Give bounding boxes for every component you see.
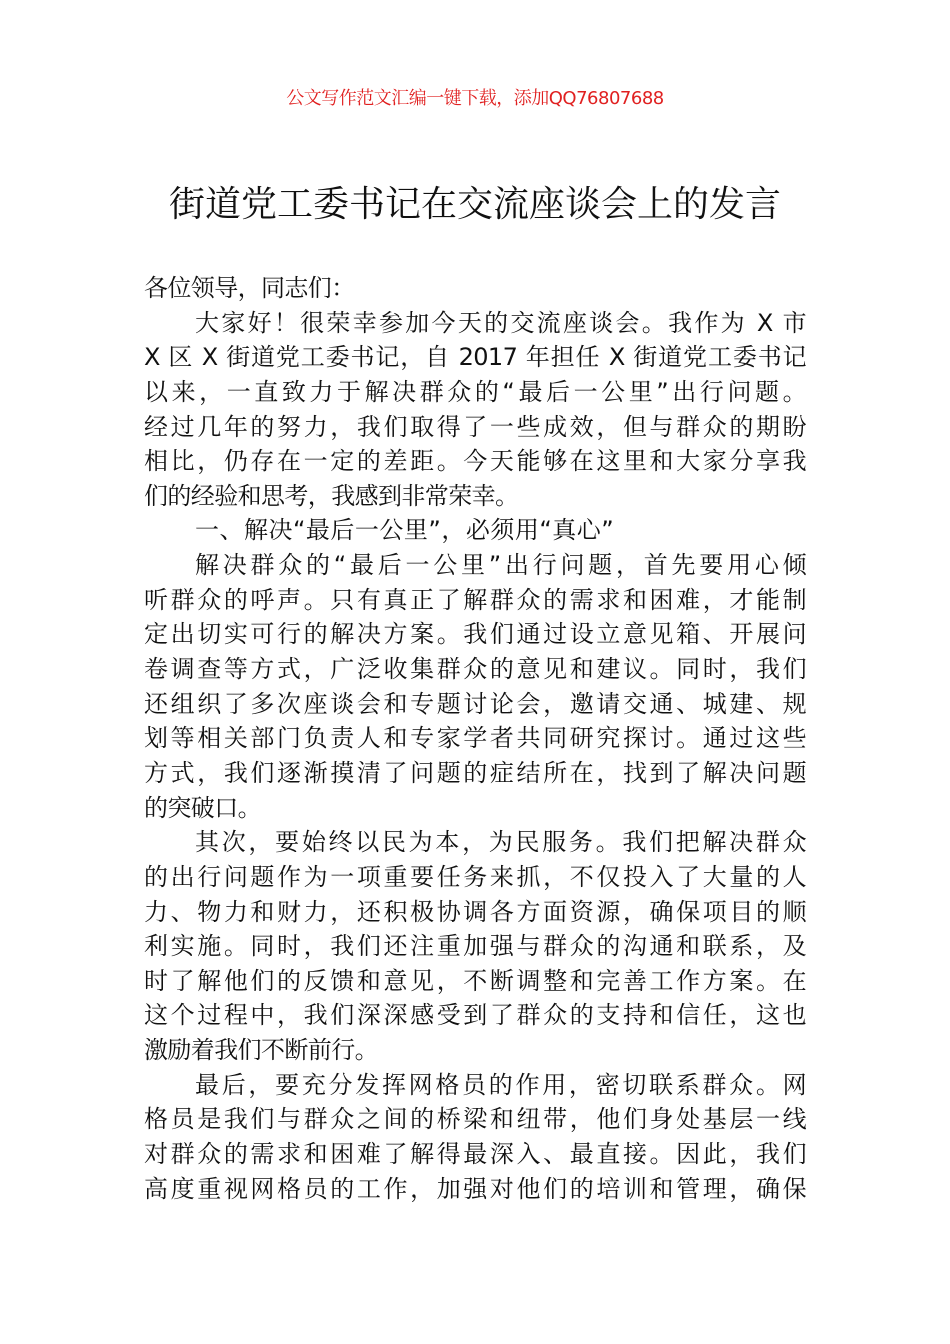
text-line: 力、物力和财力，还积极协调各方面资源，确保项目的顺	[144, 897, 806, 926]
text-line: 以来，一直致力于解决群众的“最后一公里”出行问题。	[144, 377, 806, 406]
text-line: 听群众的呼声。只有真正了解群众的需求和困难，才能制	[144, 585, 806, 614]
text-line: 对群众的需求和困难了解得最深入、最直接。因此，我们	[144, 1140, 806, 1169]
text-line: 相比，仍存在一定的差距。今天能够在这里和大家分享我	[144, 447, 806, 476]
text-line: 格员是我们与群众之间的桥梁和纽带，他们身处基层一线	[144, 1105, 806, 1134]
text-line: 还组织了多次座谈会和专题讨论会，邀请交通、城建、规	[144, 689, 806, 718]
text-line: 卷调查等方式，广泛收集群众的意见和建议。同时，我们	[144, 655, 806, 684]
download-banner: 公文写作范文汇编一键下载，添加QQ76807688	[286, 88, 664, 109]
text-line: 高度重视网格员的工作，加强对他们的培训和管理，确保	[144, 1174, 806, 1203]
text-line: 定出切实可行的解决方案。我们通过设立意见箱、开展问	[144, 620, 806, 649]
text-line: 的出行问题作为一项重要任务来抓，不仅投入了大量的人	[144, 862, 806, 891]
text-line: 经过几年的努力，我们取得了一些成效，但与群众的期盼	[144, 412, 806, 441]
text-line: 这个过程中，我们深深感受到了群众的支持和信任，这也	[144, 1001, 806, 1030]
text-line: 其次，要始终以民为本，为民服务。我们把解决群众	[195, 828, 806, 857]
text-line: 划等相关部门负责人和专家学者共同研究探讨。通过这些	[144, 724, 806, 753]
text-line: 时了解他们的反馈和意见，不断调整和完善工作方案。在	[144, 966, 806, 995]
text-line: X 区 X 街道党工委书记，自 2017 年担任 X 街道党工委书记	[144, 343, 806, 372]
text-line: 利实施。同时，我们还注重加强与群众的沟通和联系，及	[144, 932, 806, 961]
text-line: 激励着我们不断前行。	[144, 1036, 378, 1065]
page-title: 街道党工委书记在交流座谈会上的发言	[168, 184, 781, 225]
salutation: 各位领导，同志们：	[144, 274, 355, 302]
text-line: 解决群众的“最后一公里”出行问题，首先要用心倾	[195, 551, 806, 580]
text-line: 们的经验和思考，我感到非常荣幸。	[144, 481, 519, 510]
text-line: 的突破口。	[144, 793, 261, 822]
text-line: 最后，要充分发挥网格员的作用，密切联系群众。网	[195, 1070, 806, 1099]
text-line: 大家好！很荣幸参加今天的交流座谈会。我作为 X 市	[195, 308, 806, 337]
text-line: 方式，我们逐渐摸清了问题的症结所在，找到了解决问题	[144, 758, 806, 787]
section-heading: 一、解决“最后一公里”，必须用“真心”	[195, 516, 615, 545]
document-body	[144, 271, 806, 1206]
